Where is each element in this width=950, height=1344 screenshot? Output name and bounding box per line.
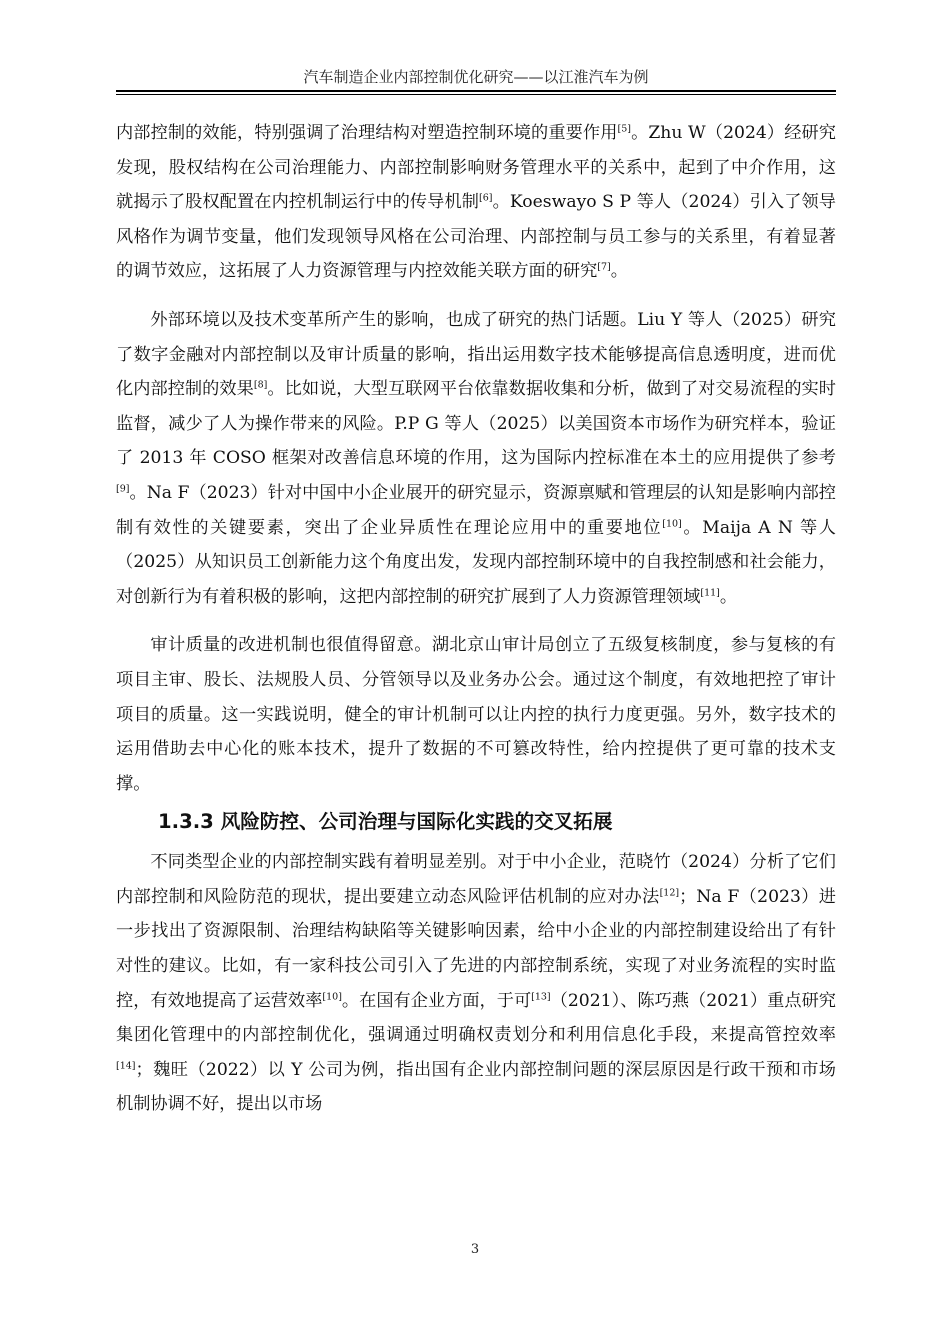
text-run: 内部控制的效能，特别强调了治理结构对塑造控制环境的重要作用	[116, 123, 618, 143]
text-run: 。Zhu W（2024）经研究发现，股权结构在公司治理能力、内部控制影响财务管理水平的关系中，起到了中介作用，这就揭示了股权配置在内控机制运行中的传导机制	[116, 123, 836, 213]
citation-marker: [6]	[479, 192, 493, 204]
text-run: 。Koeswayo S P 等人（2024）引入了领导风格作为调节变量，他们发现领导风格在公司治理、内部控制与员工参与的关系里，有着显著的调节效应，这拓展了人力资源管理与内控效能关联方面的研究	[116, 192, 836, 282]
citation-marker: [5]	[617, 123, 631, 135]
citation-marker: [8]	[253, 379, 268, 391]
text-run: 。Maija A N 等人（2025）从知识员工创新能力这个角度出发，发现内部控制环境中的自我控制感和社会能力，对创新行为有着积极的影响，这把内部控制的研究扩展到了人力资源管理领域	[116, 517, 836, 607]
citation-marker: [13]	[531, 990, 551, 1002]
citation-marker: [14]	[116, 1060, 136, 1072]
citation-marker: [10]	[322, 990, 342, 1002]
header-rule-thick	[116, 90, 836, 92]
citation-marker: [10]	[662, 517, 682, 529]
paragraph-2	[116, 303, 836, 614]
citation-marker: [9]	[116, 483, 130, 495]
citation-marker: [11]	[700, 586, 720, 598]
text-run: ；魏旺（2022）以 Y 公司为例，指出国有企业内部控制问题的深层原因是行政干预和市场机制协调不好，提出以市场	[116, 1059, 836, 1115]
text-run: 。	[610, 261, 628, 282]
paragraph-4	[116, 845, 836, 1122]
page-number: 3	[470, 1242, 480, 1257]
text-run: 。Na F（2023）针对中国中小企业展开的研究显示，资源禀赋和管理层的认知是影响内部控制有效性的关键要素，突出了企业异质性在理论应用中的重要地位	[116, 482, 836, 538]
text-run: 审计质量的改进机制也很值得留意。湖北京山审计局创立了五级复核制度，参与复核的有项目主审、股长、法规股人员、分管领导以及业务办公会。通过这个制度，有效地把控了审计项目的质量。这一实践说明，健全的审计机制可以让内控的执行力度更强。另外，数字技术的运用借助去中心化的账本技术，提升了数据的不可篡改特性，给内控提供了更可靠的技术支撑。	[116, 635, 836, 794]
header-rule-thin	[116, 94, 836, 95]
text-run: 外部环境以及技术变革所产生的影响，也成了研究的热门话题。Liu Y 等人（2025）研究了数字金融对内部控制以及审计质量的影响，指出运用数字技术能够提高信息透明度，进而优化内部控制的效果	[116, 309, 836, 400]
text-run: ；Na F（2023）进一步找出了资源限制、治理结构缺陷等关键影响因素，给中小企业的内部控制建设给出了有针对性的建议。比如，有一家科技公司引入了先进的内部控制系统，实现了对业务流程的实时监控，有效地提高了运营效率	[116, 886, 836, 1011]
paragraph-1	[116, 116, 836, 289]
citation-marker: [7]	[597, 261, 611, 273]
text-run: （2021）、陈巧燕（2021）重点研究集团化管理中的内部控制优化，强调通过明确权责划分和利用信息化手段，来提高管控效率	[116, 990, 836, 1046]
running-header: 汽车制造企业内部控制优化研究——以江淮汽车为例	[303, 68, 649, 86]
body-text	[116, 116, 836, 1122]
text-run: 。比如说，大型互联网平台依靠数据收集和分析，做到了对交易流程的实时监督，减少了人为操作带来的风险。P.P G 等人（2025）以美国资本市场作为研究样本，验证了 2013 年 COSO 框架对改善信息环境的作用，这为国际内控标准在本土的应用提供了参考	[116, 379, 836, 469]
citation-marker: [12]	[659, 887, 680, 899]
paragraph-3	[116, 628, 836, 801]
text-run: 不同类型企业的内部控制实践有着明显差别。对于中小企业，范晓竹（2024）分析了它们内部控制和风险防范的现状，提出要建立动态风险评估机制的应对办法	[116, 852, 836, 907]
text-run: 。在国有企业方面，于可	[341, 990, 532, 1011]
section-heading: 1.3.3 风险防控、公司治理与国际化实践的交叉拓展	[158, 810, 613, 834]
text-run: 。	[719, 586, 738, 607]
